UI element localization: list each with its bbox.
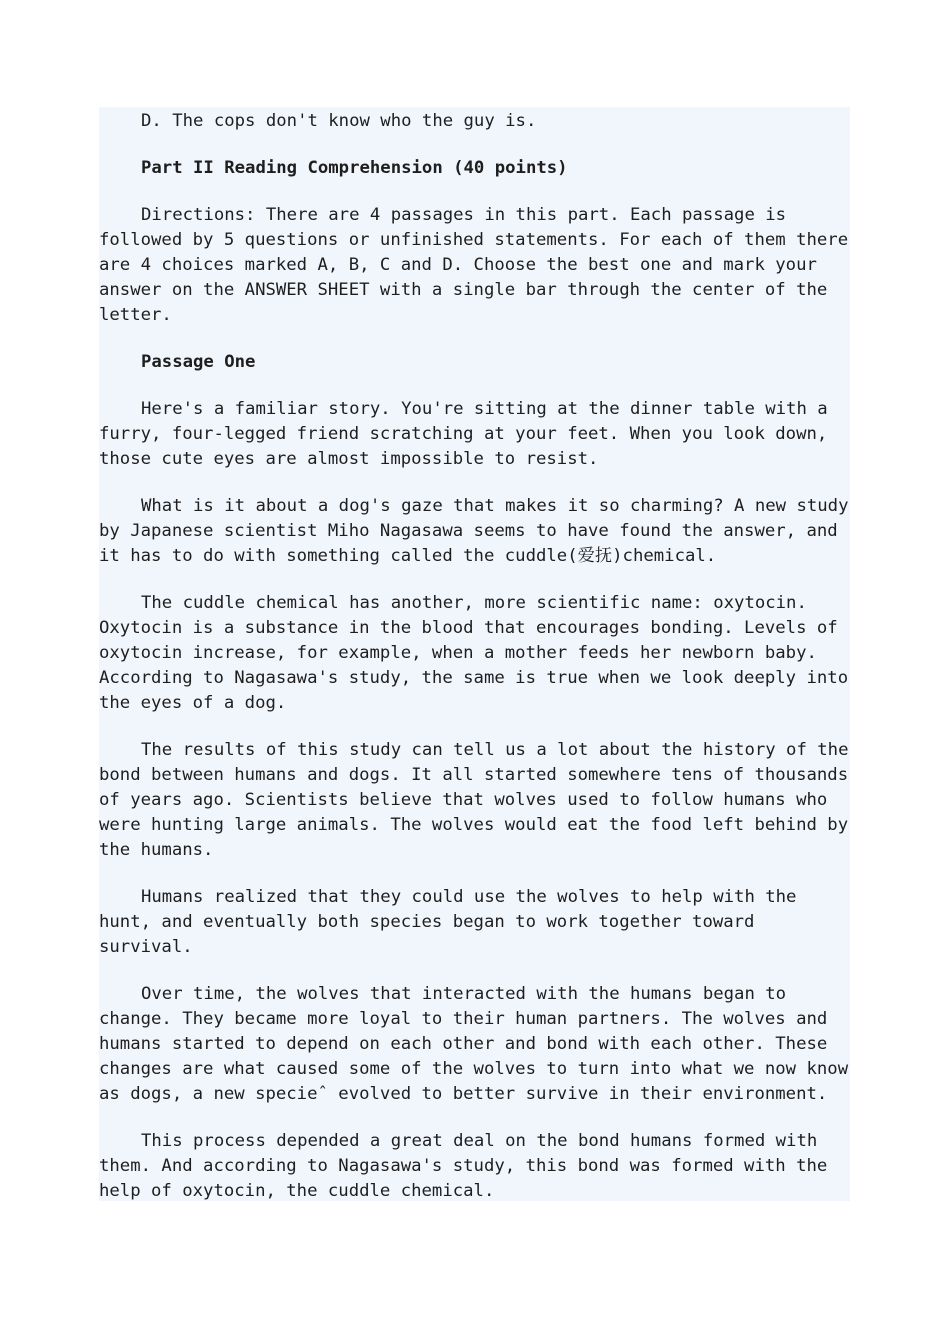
passage-paragraph-2: What is it about a dog's gaze that makes it so charming? A new study by Japanese scientist Miho Nagasawa seems to have found the answer, and it has to do with something called the cuddle(爱抚)chemical. — [99, 496, 849, 566]
document-text-block — [99, 107, 850, 1201]
passage-paragraph-4: The results of this study can tell us a lot about the history of the bond between humans and dogs. It all started somewhere tens of thousands of years ago. Scientists believe that wolves used to follow humans who were hunting large animals. The wolves would eat the food left behind by the humans. — [99, 740, 849, 860]
passage-paragraph-7: This process depended a great deal on the bond humans formed with them. And according to Nagasawa's study, this bond was formed with the help of oxytocin, the cuddle chemical. — [99, 1131, 828, 1201]
passage-paragraph-5: Humans realized that they could use the wolves to help with the hunt, and eventually both species began to work together toward survival. — [99, 887, 797, 957]
passage-paragraph-3: The cuddle chemical has another, more scientific name: oxytocin. Oxytocin is a substance in the blood that encourages bonding. Levels of oxytocin increase, for example, when a mother feeds her newborn baby. According to Nagasawa's study, the same is true when we look deeply into the eyes of a dog. — [99, 593, 849, 713]
answer-option-d: D. The cops don't know who the guy is. — [141, 111, 537, 131]
passage-paragraph-1: Here's a familiar story. You're sitting at the dinner table with a furry, four-legged friend scratching at your feet. When you look down, those cute eyes are almost impossible to resist. — [99, 399, 828, 469]
part-heading: Part II Reading Comprehension (40 points) — [141, 158, 568, 178]
passage-paragraph-6: Over time, the wolves that interacted with the humans began to change. They became more loyal to their human partners. The wolves and humans started to depend on each other and bond with each other. These changes are what caused some of the wolves to turn into what we now know as dogs, a new specieˆ evolved to better survive in their environment. — [99, 984, 849, 1104]
passage-heading: Passage One — [141, 352, 256, 372]
directions-paragraph: Directions: There are 4 passages in this part. Each passage is followed by 5 questions or unfinished statements. For each of them there are 4 choices marked A, B, C and D. Choose the best one and mark your answer on the ANSWER SHEET with a single bar through the center of the letter. — [99, 205, 849, 325]
